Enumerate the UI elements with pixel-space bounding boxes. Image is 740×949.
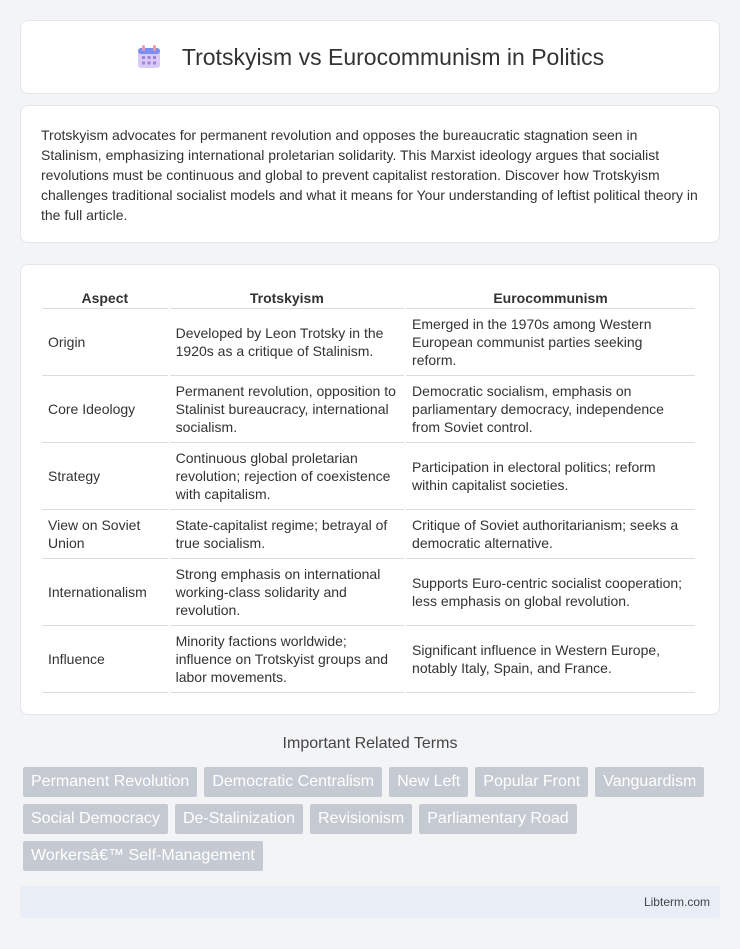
table-cell-eurocommunism: Participation in electoral politics; reform within capitalist societies. xyxy=(406,443,695,510)
related-terms-title: Important Related Terms xyxy=(282,735,458,752)
table-cell-aspect: Internationalism xyxy=(42,559,168,626)
table-cell-aspect: Influence xyxy=(42,626,168,693)
table-row xyxy=(42,626,695,693)
column-header: Eurocommunism xyxy=(406,285,695,309)
footer-link[interactable]: Libterm.com xyxy=(643,895,710,909)
tag-workers-self-management[interactable]: Workersâ€™ Self-Management xyxy=(23,841,263,871)
table-cell-trotskyism: Minority factions worldwide; influence on Trotskyist groups and labor movements. xyxy=(170,626,404,693)
header-card xyxy=(20,20,720,94)
column-header: Aspect xyxy=(42,285,168,309)
tag-permanent-revolution[interactable]: Permanent Revolution xyxy=(23,767,197,797)
table-cell-trotskyism: Permanent revolution, opposition to Stalinist bureaucracy, international socialism. xyxy=(170,376,404,443)
tag-popular-front[interactable]: Popular Front xyxy=(475,767,588,797)
table-row xyxy=(42,510,695,559)
table-cell-aspect: Core Ideology xyxy=(42,376,168,443)
comparison-card xyxy=(20,264,720,715)
table-cell-eurocommunism: Democratic socialism, emphasis on parliamentary democracy, independence from Soviet control. xyxy=(406,376,695,443)
tag-new-left[interactable]: New Left xyxy=(389,767,468,797)
related-terms-list xyxy=(23,767,723,878)
comparison-table xyxy=(40,285,697,693)
column-header: Trotskyism xyxy=(170,285,404,309)
intro-card xyxy=(20,105,720,243)
table-cell-eurocommunism: Critique of Soviet authoritarianism; seeks a democratic alternative. xyxy=(406,510,695,559)
tag-social-democracy[interactable]: Social Democracy xyxy=(23,804,168,834)
tag-revisionism[interactable]: Revisionism xyxy=(310,804,412,834)
table-cell-trotskyism: Developed by Leon Trotsky in the 1920s as a critique of Stalinism. xyxy=(170,309,404,376)
table-cell-trotskyism: Strong emphasis on international working-class solidarity and revolution. xyxy=(170,559,404,626)
page-title: Trotskyism vs Eurocommunism in Politics xyxy=(181,43,605,70)
table-row xyxy=(42,309,695,376)
footer xyxy=(20,886,720,918)
calendar-icon xyxy=(136,44,162,70)
tag-vanguardism[interactable]: Vanguardism xyxy=(595,767,704,797)
table-cell-aspect: Strategy xyxy=(42,443,168,510)
table-cell-eurocommunism: Supports Euro-centric socialist cooperation; less emphasis on global revolution. xyxy=(406,559,695,626)
table-cell-trotskyism: Continuous global proletarian revolution; rejection of coexistence with capitalism. xyxy=(170,443,404,510)
table-cell-eurocommunism: Significant influence in Western Europe, notably Italy, Spain, and France. xyxy=(406,626,695,693)
table-header-row xyxy=(42,285,695,309)
table-row xyxy=(42,559,695,626)
table-cell-aspect: Origin xyxy=(42,309,168,376)
table-row xyxy=(42,376,695,443)
tag-parliamentary-road[interactable]: Parliamentary Road xyxy=(419,804,576,834)
tag-de-stalinization[interactable]: De-Stalinization xyxy=(175,804,303,834)
intro-text: Trotskyism advocates for permanent revolution and opposes the bureaucratic stagnation seen in Stalinism, emphasizing international proletarian solidarity. This Marxist ideology argues that socialist revolutions must be continuous and global to prevent capitalist restoration. Discover how Trotskyism challenges traditional socialist models and what it means for Your understanding of leftist political theory in the full article. xyxy=(41,127,698,223)
tag-democratic-centralism[interactable]: Democratic Centralism xyxy=(204,767,382,797)
table-cell-eurocommunism: Emerged in the 1970s among Western European communist parties seeking reform. xyxy=(406,309,695,376)
table-cell-aspect: View on Soviet Union xyxy=(42,510,168,559)
table-row xyxy=(42,443,695,510)
table-cell-trotskyism: State-capitalist regime; betrayal of true socialism. xyxy=(170,510,404,559)
